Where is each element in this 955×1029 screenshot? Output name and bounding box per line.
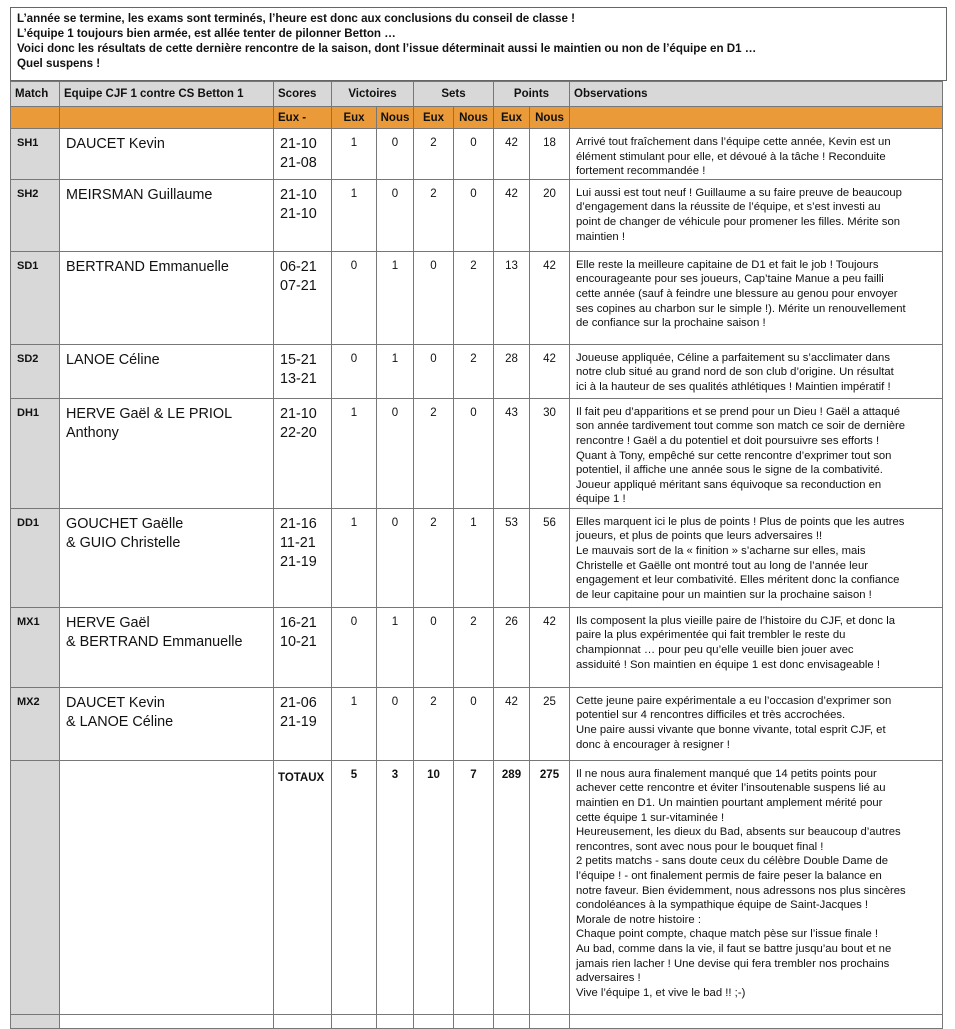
victoires-nous: 0 [377,508,414,607]
match-row [11,508,943,607]
points-nous: 30 [530,398,570,508]
set-score: 21-10 [280,205,317,222]
observation [570,398,943,508]
observation-line: ici à la hauteur de ses qualités athlétiques ! Maintien impératif ! [576,380,891,393]
observation-line: potentiel sur 4 rencontres difficiles et très accrochées. [576,709,846,722]
header-sets: Sets [414,82,494,107]
observation-line: Joueuse appliquée, Céline a parfaitement su s’acclimater dans [576,351,890,364]
totals-points-nous: 275 [530,760,570,1014]
observation-line: maintien ! [576,230,625,243]
player-names [60,179,274,251]
set-score: 11-21 [280,534,316,551]
match-row [11,251,943,344]
points-eux: 43 [494,398,530,508]
points-eux: 28 [494,344,530,398]
points-eux: 42 [494,687,530,760]
sets-eux: 0 [414,251,454,344]
header-scores: Scores [274,82,332,107]
observation-line: équipe 1 ! [576,493,626,506]
victoires-eux: 1 [332,508,377,607]
observation-line: championnat … pour peu qu’elle veuille bien jouer avec [576,643,854,656]
subheader-nous: Nous [377,107,414,129]
subheader-nous: Nous [530,107,570,129]
player-name: HERVE Gaël & LE PRIOL [66,405,233,422]
observation-line: cette année (sauf à feindre une blessure au genou pour envoyer [576,287,898,300]
sets-eux: 0 [414,607,454,687]
observation-line: Elle reste la meilleure capitaine de D1 et fait le job ! Toujours [576,258,879,271]
subheader-row [11,107,943,129]
totals-empty [60,760,274,1014]
points-nous: 56 [530,508,570,607]
results-table [10,81,943,1029]
set-score: 21-06 [280,694,317,711]
intro-line: L’équipe 1 toujours bien armée, est allée tenter de pilonner Betton … [17,27,396,40]
points-nous: 42 [530,344,570,398]
player-name: & LANOE Céline [66,713,174,730]
sets-nous: 2 [454,607,494,687]
observation [570,687,943,760]
observation-line: Lui aussi est tout neuf ! Guillaume a su faire preuve de beaucoup [576,186,902,199]
intro-line: Voici donc les résultats de cette dernière rencontre de la saison, dont l’issue déterminait aussi le maintien ou non de l’équipe en D1 … [17,42,757,55]
subheader-eux: Eux [494,107,530,129]
observation-line: paire la plus expérimentée qui fait trembler le reste du [576,629,846,642]
observation-line: Le mauvais sort de la « finition » s’acharne sur elles, mais [576,544,866,557]
intro-line: L’année se termine, les exams sont terminés, l’heure est donc aux conclusions du conseil de classe ! [17,12,575,25]
header-points: Points [494,82,570,107]
match-code: SD1 [11,251,60,344]
observation-line: donc à encourager à resigner ! [576,738,730,751]
observation [570,344,943,398]
observation-line: engagement et leur combativité. Elles méritent donc la confiance [576,574,900,587]
sets-nous: 0 [454,398,494,508]
observation-line: Morale de notre histoire : [576,913,701,926]
points-eux: 13 [494,251,530,344]
player-names [60,129,274,180]
sets-nous: 0 [454,179,494,251]
subheader-empty [570,107,943,129]
set-score: 21-10 [280,136,317,152]
totals-code [11,760,60,1014]
victoires-nous: 1 [377,607,414,687]
observation-line: jamais rien lacher ! Une devise qui fera trembler nos prochains [576,957,890,970]
set-score: 15-21 [280,351,317,368]
match-code: DD1 [11,508,60,607]
totals-sets-eux: 10 [414,760,454,1014]
match-row [11,607,943,687]
player-name: LANOE Céline [66,351,160,368]
match-row [11,398,943,508]
player-name: Anthony [66,424,119,441]
victoires-nous: 0 [377,129,414,180]
match-scores [274,398,332,508]
observation-line: point de changer de véhicule pour promener les filles. Mérite son [576,215,901,228]
observation-line: condoléances à la sympathique équipe de Saint-Jacques ! [576,899,869,912]
set-score: 21-10 [280,186,317,203]
player-name: GOUCHET Gaëlle [66,515,184,532]
subheader-eux: Eux [414,107,454,129]
player-name: MEIRSMAN Guillaume [66,186,213,203]
sets-eux: 2 [414,398,454,508]
player-names [60,687,274,760]
observation-line: rencontres, sont avec nous pour le bouquet final ! [576,840,824,853]
match-code: MX2 [11,687,60,760]
victoires-eux: 1 [332,687,377,760]
observation-line: joueurs, et plus de points que leurs adversaires !! [576,530,823,543]
subheader-eux: Eux [332,107,377,129]
player-name: DAUCET Kevin [66,136,165,152]
victoires-eux: 0 [332,251,377,344]
match-scores [274,179,332,251]
player-name: HERVE Gaël [66,614,150,631]
set-score: 21-08 [280,155,317,171]
set-score: 13-21 [280,370,317,387]
victoires-eux: 1 [332,179,377,251]
observation-line: fortement recommandée ! [576,165,706,178]
points-eux: 53 [494,508,530,607]
observation-line: 2 petits matchs - sans doute ceux du célèbre Double Dame de [576,855,889,868]
player-names [60,508,274,607]
observation-line: ses copines au charbon sur le simple !). Mérite un renouvellement [576,302,906,315]
observation-line: de confiance sur la prochaine saison ! [576,317,766,330]
subheader-scores: Eux - [274,107,332,129]
set-score: 06-21 [280,258,317,275]
player-names [60,344,274,398]
victoires-eux: 0 [332,607,377,687]
match-scores [274,607,332,687]
observation-line: Vive l’équipe 1, et vive le bad !! ;-) [576,986,746,999]
points-nous: 18 [530,129,570,180]
set-score: 21-10 [280,405,317,422]
observation-line: Joueur appliqué méritant sans équivoque sa reconduction en [576,478,882,491]
sets-eux: 2 [414,179,454,251]
match-row [11,179,943,251]
observation-line: Une paire aussi vivante que bonne vivante, total esprit CJF, et [576,723,886,736]
match-row [11,687,943,760]
points-eux: 42 [494,179,530,251]
observation-line: Quant à Tony, empêché sur cette rencontre d’exprimer tout son [576,449,892,462]
sets-eux: 2 [414,508,454,607]
observation-line: adversaires ! [576,972,641,985]
header-row [11,82,943,107]
set-score: 21-16 [280,515,317,532]
observation-line: l’équipe ! - ont finalement permis de faire peser la balance en [576,869,882,882]
set-score: 21-19 [280,713,317,730]
observation-line: rencontre ! Gaël a du potentiel et doit poursuivre ses efforts ! [576,434,880,447]
observation-line: Cette jeune paire expérimentale a eu l’occasion d’exprimer son [576,694,892,707]
subheader-nous: Nous [454,107,494,129]
totals-sets-nous: 7 [454,760,494,1014]
points-nous: 20 [530,179,570,251]
observation-line: assiduité ! Son maintien en équipe 1 est donc envisageable ! [576,658,880,671]
totals-victoires-nous: 3 [377,760,414,1014]
set-score: 21-19 [280,553,317,570]
totals-label: TOTAUX [274,760,332,1014]
victoires-nous: 0 [377,398,414,508]
sets-nous: 2 [454,344,494,398]
match-row [11,344,943,398]
observation-line: achever cette rencontre et éviter l’insoutenable suspens lié au [576,782,886,795]
intro-text [10,7,947,81]
observation-line: Il ne nous aura finalement manqué que 14 petits points pour [576,767,877,780]
observation-line: élément stimulant pour elle, et dévoué à la tâche ! Reconduite [576,150,886,163]
trailing-row [11,1014,943,1028]
observation [570,607,943,687]
totals-row [11,760,943,1014]
observation-line: maintien en D1. Un maintien pourtant amplement mérité pour [576,796,883,809]
observation-line: son année tardivement tout comme son match ce soir de dernière [576,420,906,433]
observation-line: notre club situé au grand nord de son club d’origine. Un résultat [576,366,894,379]
sets-nous: 1 [454,508,494,607]
totals-points-eux: 289 [494,760,530,1014]
observation [570,179,943,251]
totals-observation [570,760,943,1014]
observation-line: Arrivé tout fraîchement dans l’équipe cette année, Kevin est un [576,136,891,148]
match-scores [274,508,332,607]
sets-nous: 0 [454,129,494,180]
observation-line: cette équipe 1 sur-vitaminée ! [576,811,725,824]
points-nous: 42 [530,251,570,344]
victoires-eux: 1 [332,398,377,508]
match-code: SH2 [11,179,60,251]
match-scores [274,251,332,344]
points-nous: 25 [530,687,570,760]
observation-line: Heureusement, les dieux du Bad, absents sur beaucoup d’autres [576,826,901,839]
set-score: 07-21 [280,277,317,294]
set-score: 10-21 [280,633,317,650]
match-row [11,129,943,180]
match-scores [274,687,332,760]
observation [570,251,943,344]
match-code: DH1 [11,398,60,508]
sets-nous: 0 [454,687,494,760]
points-eux: 42 [494,129,530,180]
victoires-nous: 1 [377,344,414,398]
match-scores [274,344,332,398]
observation-line: de leur capitaine pour un maintien sur la prochaine saison ! [576,588,872,601]
header-victoires: Victoires [332,82,414,107]
match-scores [274,129,332,180]
subheader-empty [60,107,274,129]
observation-line: d’engagement dans la réussite de l’équipe, et s’est investi au [576,201,881,214]
sets-nous: 2 [454,251,494,344]
player-name: BERTRAND Emmanuelle [66,258,229,275]
header-observations: Observations [570,82,943,107]
sets-eux: 2 [414,129,454,180]
observation-line: Au bad, comme dans la vie, il faut se battre jusqu’au bout et ne [576,942,892,955]
sets-eux: 0 [414,344,454,398]
header-team: Equipe CJF 1 contre CS Betton 1 [60,82,274,107]
observation [570,508,943,607]
victoires-nous: 1 [377,251,414,344]
observation-line: Il fait peu d’apparitions et se prend pour un Dieu ! Gaël a attaqué [576,405,901,418]
player-names [60,251,274,344]
victoires-nous: 0 [377,687,414,760]
victoires-eux: 1 [332,129,377,180]
observation-line: Ils composent la plus vieille paire de l’histoire du CJF, et donc la [576,614,895,627]
trailing-code [11,1014,60,1028]
player-name: DAUCET Kevin [66,694,165,711]
match-code: SH1 [11,129,60,180]
subheader-empty [11,107,60,129]
observation-line: Elles marquent ici le plus de points ! Plus de points que les autres [576,515,905,528]
set-score: 22-20 [280,424,317,441]
sets-eux: 2 [414,687,454,760]
match-code: SD2 [11,344,60,398]
player-names [60,398,274,508]
points-eux: 26 [494,607,530,687]
header-match: Match [11,82,60,107]
player-name: & GUIO Christelle [66,534,181,551]
observation-line: potentiel, il affiche une année sous le signe de la combativité. [576,464,883,477]
points-nous: 42 [530,607,570,687]
player-names [60,607,274,687]
set-score: 16-21 [280,614,317,631]
victoires-eux: 0 [332,344,377,398]
observation-line: Christelle et Gaëlle ont montré tout au long de l’année leur [576,559,869,572]
observation [570,129,943,180]
match-code: MX1 [11,607,60,687]
intro-line: Quel suspens ! [17,57,101,70]
totals-victoires-eux: 5 [332,760,377,1014]
player-name: & BERTRAND Emmanuelle [66,633,243,650]
victoires-nous: 0 [377,179,414,251]
observation-line: notre faveur. Bien évidemment, nous adressons nos plus sincères [576,884,906,897]
observation-line: Chaque point compte, chaque match pèse sur l’issue finale ! [576,928,879,941]
observation-line: encourageante pour ses joueurs, Cap’taine Manue a peu failli [576,273,884,286]
